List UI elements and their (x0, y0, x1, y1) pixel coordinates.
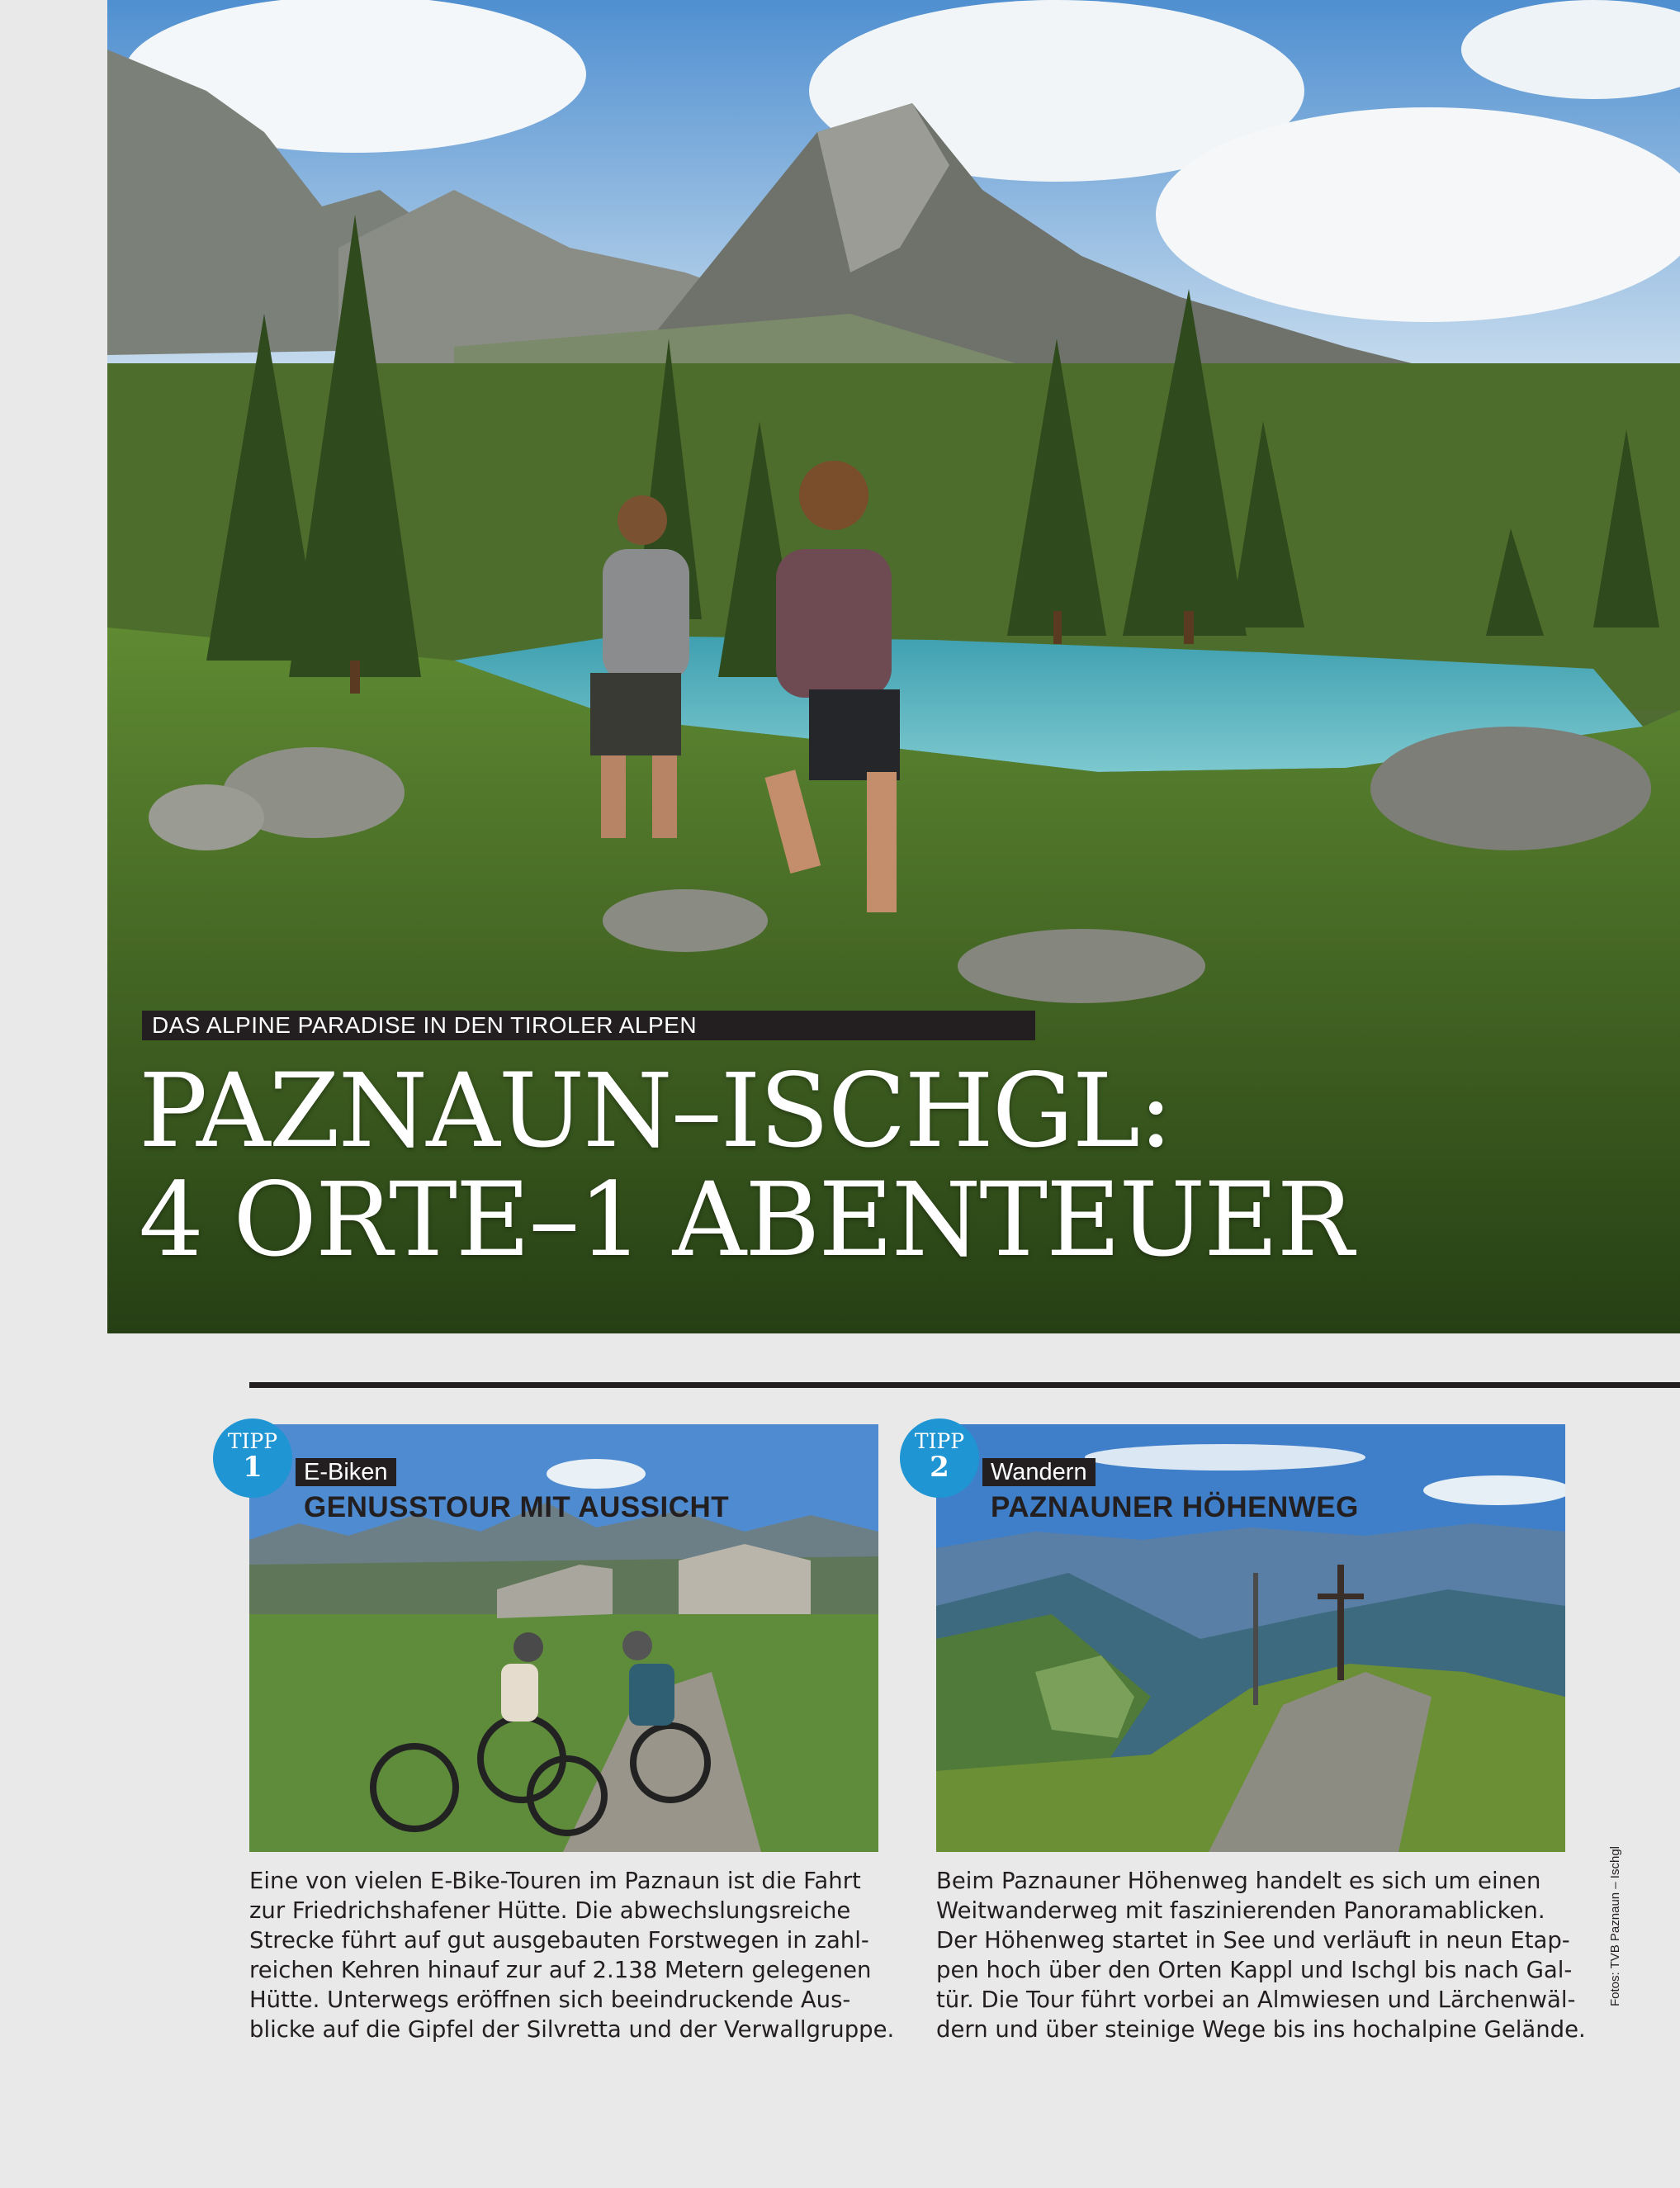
tip-1-title: GENUSSTOUR MIT AUSSICHT (304, 1491, 730, 1523)
section-divider (249, 1382, 1680, 1388)
tip-1-text-line: Strecke führt auf gut ausgebauten Forstwegen in zahl- (249, 1927, 869, 1954)
tip-1-photo (249, 1424, 878, 1852)
tip-2-text-line: Der Höhenweg startet in See und verläuft in neun Etap- (936, 1927, 1570, 1954)
tip-2-text-line: pen hoch über den Orten Kappl und Ischgl bis nach Gal- (936, 1957, 1573, 1983)
tip-1-text-line: Hütte. Unterwegs eröffnen sich beeindruckende Aus- (249, 1987, 851, 2013)
tip-1-badge (213, 1418, 292, 1498)
tip-2-badge (900, 1418, 979, 1498)
tip-2-text-line: Beim Paznauner Höhenweg handelt es sich um einen (936, 1868, 1541, 1894)
tip-2-text (936, 1866, 1597, 2044)
tip-2-badge-word: TIPP (914, 1429, 965, 1453)
tip-2-text-line: dern und über steinige Wege bis ins hochalpine Gelände. (936, 2016, 1586, 2043)
tip-2-category: Wandern (982, 1458, 1096, 1486)
summit-cross-valley-illustration (936, 1424, 1565, 1852)
tip-1-badge-word: TIPP (227, 1429, 278, 1453)
headline-line-1: PAZNAUN–ISCHGL: (139, 1052, 1171, 1171)
tip-2-title: PAZNAUNER HÖHENWEG (991, 1491, 1359, 1523)
page-headline (139, 1052, 1377, 1280)
tip-2-text-line: Weitwanderweg mit faszinierenden Panoramablicken. (936, 1897, 1545, 1924)
tip-1-text-line: Eine von vielen E-Bike-Touren im Paznaun ist die Fahrt (249, 1868, 861, 1894)
tip-1-text-line: zur Friedrichshafener Hütte. Die abwechslungsreiche (249, 1897, 851, 1924)
headline-line-2: 4 ORTE–1 ABENTEUER (139, 1161, 1352, 1280)
ebike-riders-illustration (249, 1424, 878, 1852)
tip-2-text-line: tür. Die Tour führt vorbei an Almwiesen und Lärchenwäl- (936, 1987, 1576, 2013)
tip-1-text-line: blicke auf die Gipfel der Silvretta und der Verwallgruppe. (249, 2016, 895, 2043)
tip-1-text-line: reichen Kehren hinauf zur auf 2.138 Metern gelegenen (249, 1957, 872, 1983)
tip-1-badge-number: 1 (243, 1451, 263, 1484)
tip-2-photo (936, 1424, 1565, 1852)
headline-kicker: DAS ALPINE PARADISE IN DEN TIROLER ALPEN (142, 1011, 1035, 1040)
tip-1-text (249, 1866, 910, 2044)
tip-1-category: E-Biken (296, 1458, 396, 1486)
photo-credit: Fotos: TVB Paznaun – Ischgl (1608, 1846, 1622, 2006)
tip-2-badge-number: 2 (930, 1451, 949, 1484)
